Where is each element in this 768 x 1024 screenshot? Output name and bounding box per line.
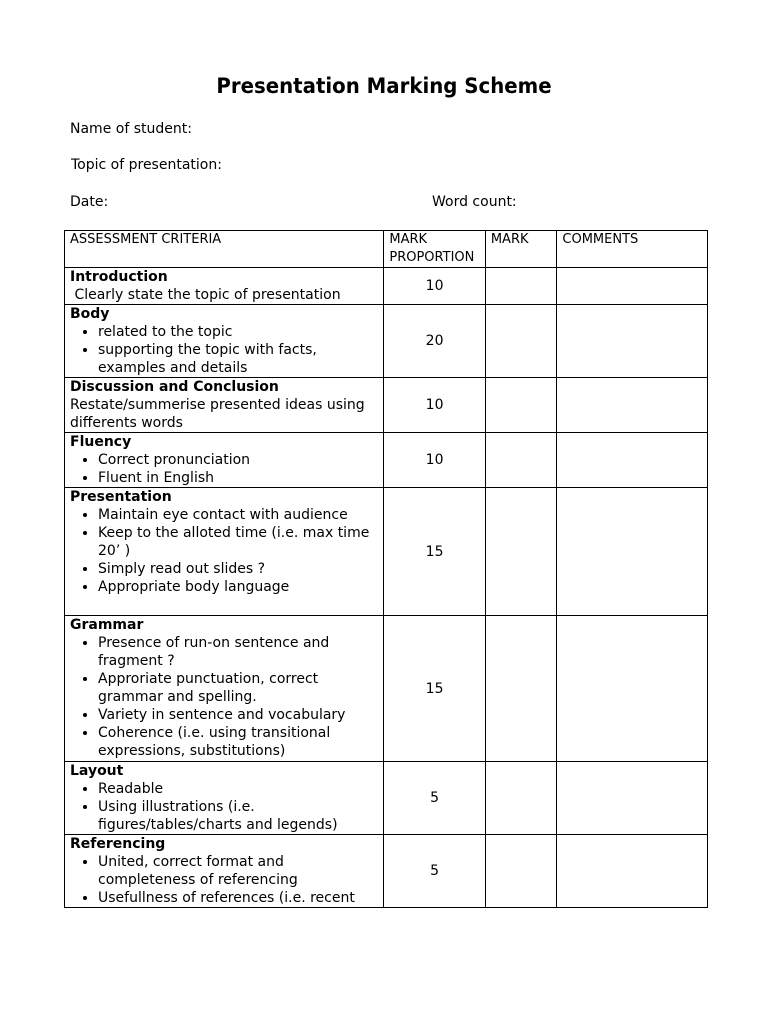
table-row [65,488,708,616]
criteria-title: Grammar [70,617,144,633]
mark-proportion: 10 [384,433,485,488]
criteria-bullet: • Fluent in English [98,469,378,487]
mark-proportion: 15 [384,488,485,616]
criteria-bullet: • related to the topic [98,323,378,341]
mark-proportion: 10 [384,268,485,305]
table-row [65,378,708,433]
criteria-bullet: • Presence of run-on sentence and fragment ? [98,634,378,670]
criteria-cell [65,616,384,762]
mark-cell[interactable] [485,268,557,305]
comments-cell[interactable] [557,305,708,378]
mark-cell[interactable] [485,616,557,762]
mark-cell[interactable] [485,835,557,908]
header-proportion-line2: PROPORTION [389,250,475,265]
mark-proportion: 5 [384,835,485,908]
mark-cell[interactable] [485,488,557,616]
criteria-text: Restate/summerise presented ideas using differents words [70,397,365,431]
page-title: Presentation Marking Scheme [216,74,552,98]
criteria-cell [65,305,384,378]
header-mark: MARK [485,231,557,268]
table-row [65,433,708,488]
marking-table [64,230,708,908]
criteria-title: Fluency [70,434,132,450]
criteria-title: Introduction [70,269,168,285]
date-label: Date: [70,194,109,210]
topic-label: Topic of presentation: [71,157,222,173]
criteria-bullet: • Appropriate body language [98,578,378,596]
criteria-bullet: • Keep to the alloted time (i.e. max time 20’ ) [98,524,378,560]
criteria-bullet: • Using illustrations (i.e. figures/tables/charts and legends) [98,798,378,834]
criteria-title: Referencing [70,836,166,852]
criteria-title: Layout [70,763,124,779]
criteria-cell [65,488,384,616]
header-proportion [384,231,485,268]
student-name-label: Name of student: [70,121,192,137]
comments-cell[interactable] [557,433,708,488]
header-criteria: ASSESSMENT CRITERIA [65,231,384,268]
criteria-bullet: • Variety in sentence and vocabulary [98,706,378,724]
criteria-title: Body [70,306,110,322]
table-row [65,762,708,835]
criteria-cell [65,835,384,908]
criteria-text: Clearly state the topic of presentation [70,287,341,303]
criteria-bullet: • United, correct format and completeness of referencing [98,853,378,889]
comments-cell[interactable] [557,835,708,908]
header-comments: COMMENTS [557,231,708,268]
table-row [65,616,708,762]
mark-cell[interactable] [485,378,557,433]
table-row [65,305,708,378]
word-count-label: Word count: [432,194,517,210]
header-proportion-line1: MARK [389,232,428,247]
criteria-cell [65,268,384,305]
mark-proportion: 15 [384,616,485,762]
comments-cell[interactable] [557,268,708,305]
criteria-bullet: • Correct pronunciation [98,451,378,469]
criteria-cell [65,762,384,835]
criteria-bullet: • Usefullness of references (i.e. recent [98,889,378,905]
table-row [65,268,708,305]
criteria-bullet: • Readable [98,780,378,798]
table-row [65,835,708,908]
criteria-cell [65,433,384,488]
comments-cell[interactable] [557,378,708,433]
criteria-bullet: • supporting the topic with facts, examples and details [98,341,378,377]
criteria-bullet: • Simply read out slides ? [98,560,378,578]
mark-cell[interactable] [485,762,557,835]
mark-proportion: 20 [384,305,485,378]
criteria-title: Discussion and Conclusion [70,379,279,395]
criteria-cell [65,378,384,433]
mark-cell[interactable] [485,305,557,378]
header-row [65,231,708,268]
comments-cell[interactable] [557,616,708,762]
comments-cell[interactable] [557,488,708,616]
criteria-bullet: • Maintain eye contact with audience [98,506,378,524]
mark-cell[interactable] [485,433,557,488]
criteria-title: Presentation [70,489,172,505]
comments-cell[interactable] [557,762,708,835]
mark-proportion: 5 [384,762,485,835]
mark-proportion: 10 [384,378,485,433]
criteria-bullet: • Approriate punctuation, correct grammar and spelling. [98,670,378,706]
criteria-bullet: • Coherence (i.e. using transitional expressions, substitutions) [98,724,378,760]
